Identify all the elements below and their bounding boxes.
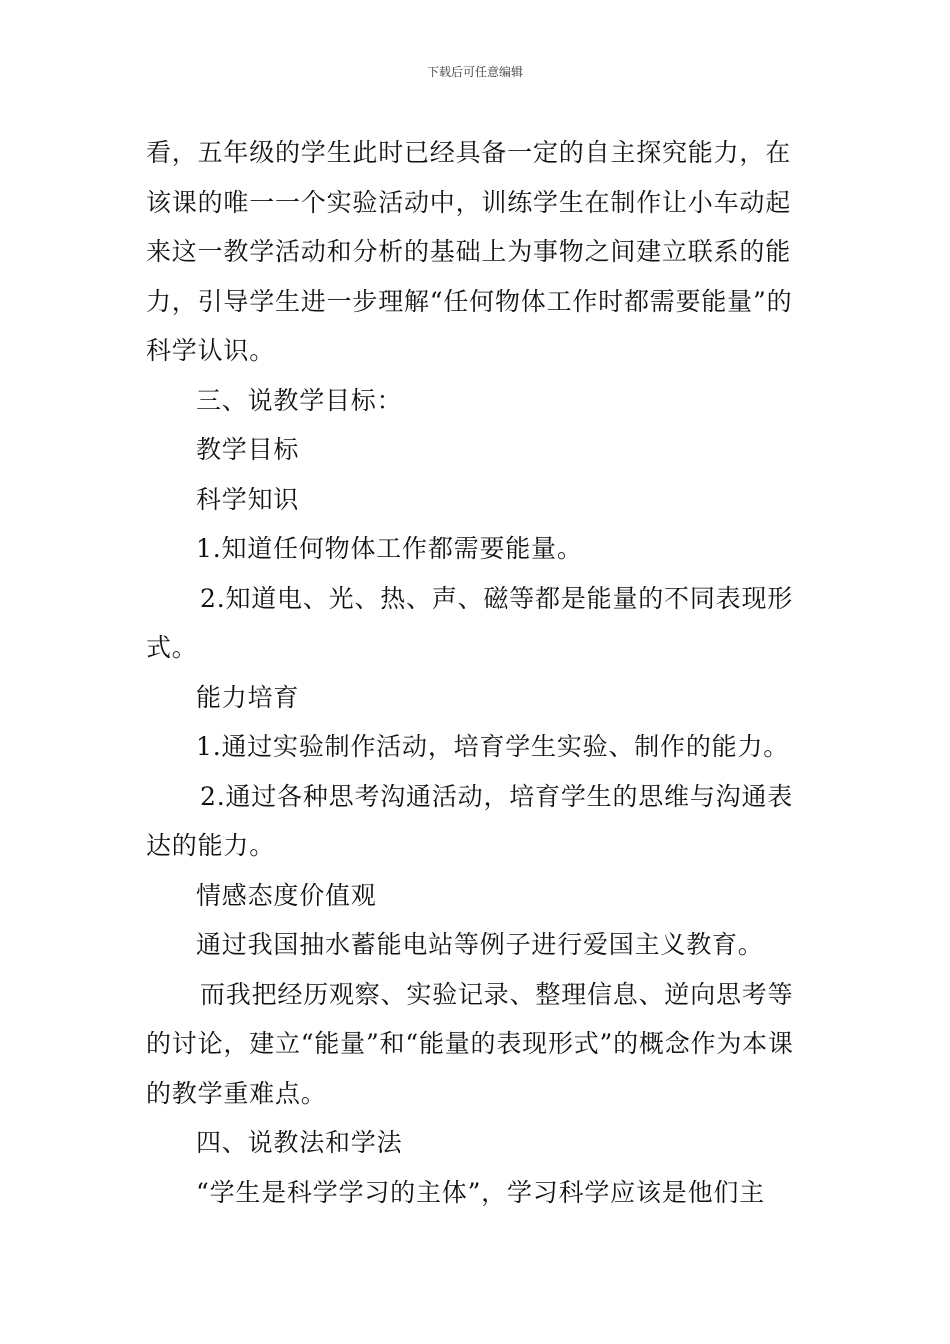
page-header-note: 下载后可任意编辑 [426,65,523,79]
subheading-ability: 能力培育 [196,682,300,712]
list-item-knowledge-2: 2.知道电、光、热、声、磁等都是能量的不同表现形式。 [146,583,794,662]
paragraph-patriotism: 通过我国抽水蓄能电站等例子进行爱国主义教育。 [196,930,764,959]
subheading-science-knowledge: 科学知识 [196,484,300,514]
subheading-teaching-goals: 教学目标 [196,435,300,464]
section-heading-teaching-goals: 三、说教学目标： [196,385,403,415]
list-item-knowledge-1: 1.知道任何物体工作都需要能量。 [196,534,583,563]
list-item-ability-1: 1.通过实验制作活动，培育学生实验、制作的能力。 [196,732,790,761]
list-item-ability-2: 2.通过各种思考沟通活动，培育学生的思维与沟通表达的能力。 [146,781,794,860]
paragraph-students-subject: “学生是科学学习的主体”，学习科学应该是他们主 [196,1177,765,1207]
document-body [146,128,810,1217]
section-heading-methods: 四、说教法和学法 [196,1128,403,1157]
paragraph-key-points: 而我把经历观察、实验记录、整理信息、逆向思考等的讨论，建立“能量”和“能量的表现形式”的概念作为本课的教学重难点。 [146,979,794,1108]
subheading-values: 情感态度价值观 [196,880,377,910]
paragraph-continuation: 看，五年级的学生此时已经具备一定的自主探究能力，在该课的唯一一个实验活动中，训练学生在制作让小车动起来这一教学活动和分析的基础上为事物之间建立联系的能力，引导学生进一步理解“任何物体工作时都需要能量”的科学认识。 [146,138,793,365]
